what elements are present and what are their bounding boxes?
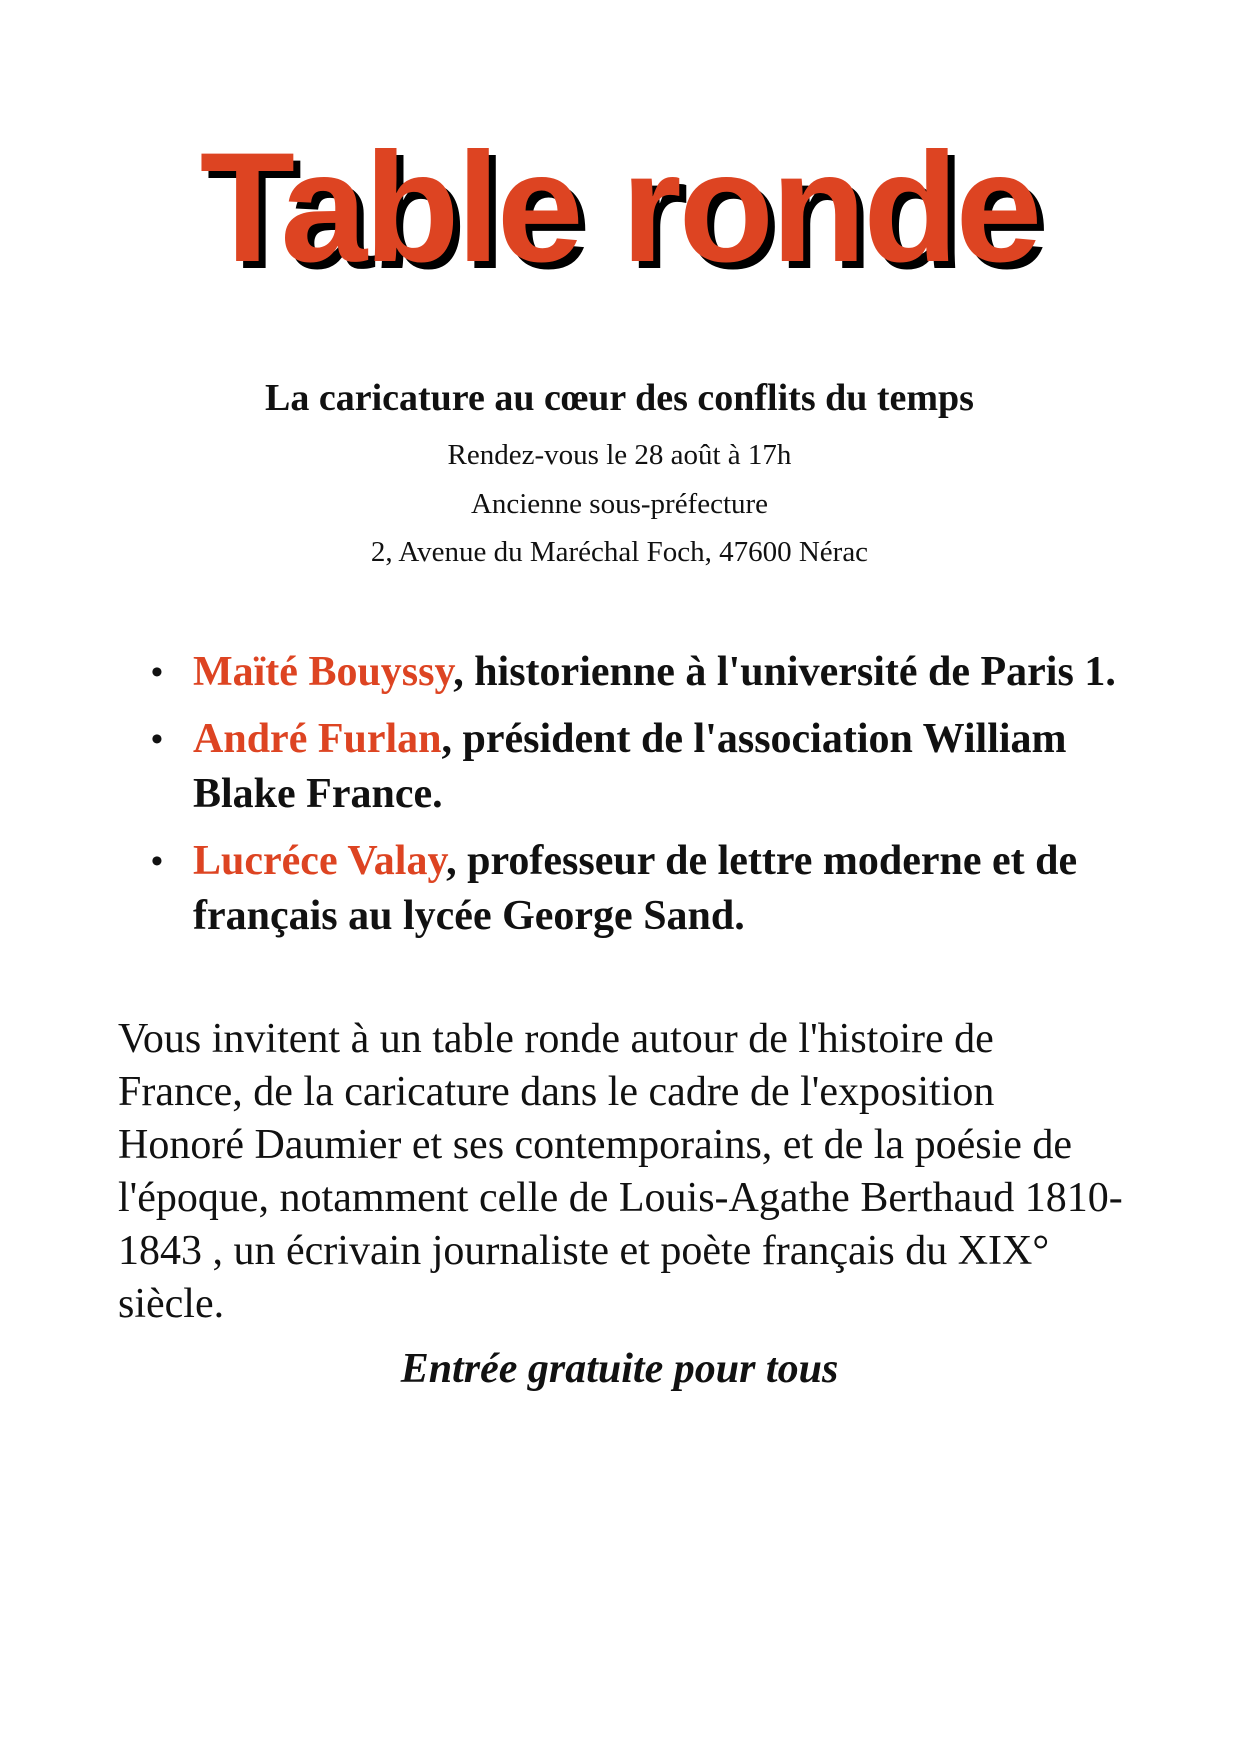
speaker-name: Lucréce Valay <box>193 838 447 884</box>
event-address: 2, Avenue du Maréchal Foch, 47600 Nérac <box>370 536 869 568</box>
event-subtitle: La caricature au cœur des conflits du temps <box>265 377 974 419</box>
speaker-name: Maïté Bouyssy <box>193 649 454 695</box>
speaker-list <box>145 645 1135 956</box>
event-description: Vous invitent à un table ronde autour de l'histoire de France, de la caricature dans le cadre de l'exposition Honoré Daumier et ses contemporains, et de la poésie de l'époque, notamment celle de Louis-Agathe Berthaud 1810-1843 , un écrivain journaliste et poète français du XIX° siècle. <box>118 1016 1123 1327</box>
speaker-name: André Furlan <box>193 716 442 762</box>
free-entry-note: Entrée gratuite pour tous <box>400 1346 839 1392</box>
event-place: Ancienne sous-préfecture <box>470 488 769 520</box>
speaker-role: , professeur de lettre moderne et de français au lycée George Sand. <box>193 838 1078 939</box>
speaker-item <box>145 712 1135 822</box>
bullet-icon: • <box>151 843 163 880</box>
bullet-icon: • <box>151 654 163 691</box>
speaker-item <box>145 834 1135 944</box>
speaker-role: , président de l'association William Blake France. <box>193 716 1067 817</box>
speaker-item <box>145 645 1135 700</box>
page-title: Table ronde <box>199 121 1040 295</box>
speaker-role: , historienne à l'université de Paris 1. <box>453 649 1116 695</box>
event-date: Rendez-vous le 28 août à 17h <box>447 439 792 471</box>
bullet-icon: • <box>151 721 163 758</box>
